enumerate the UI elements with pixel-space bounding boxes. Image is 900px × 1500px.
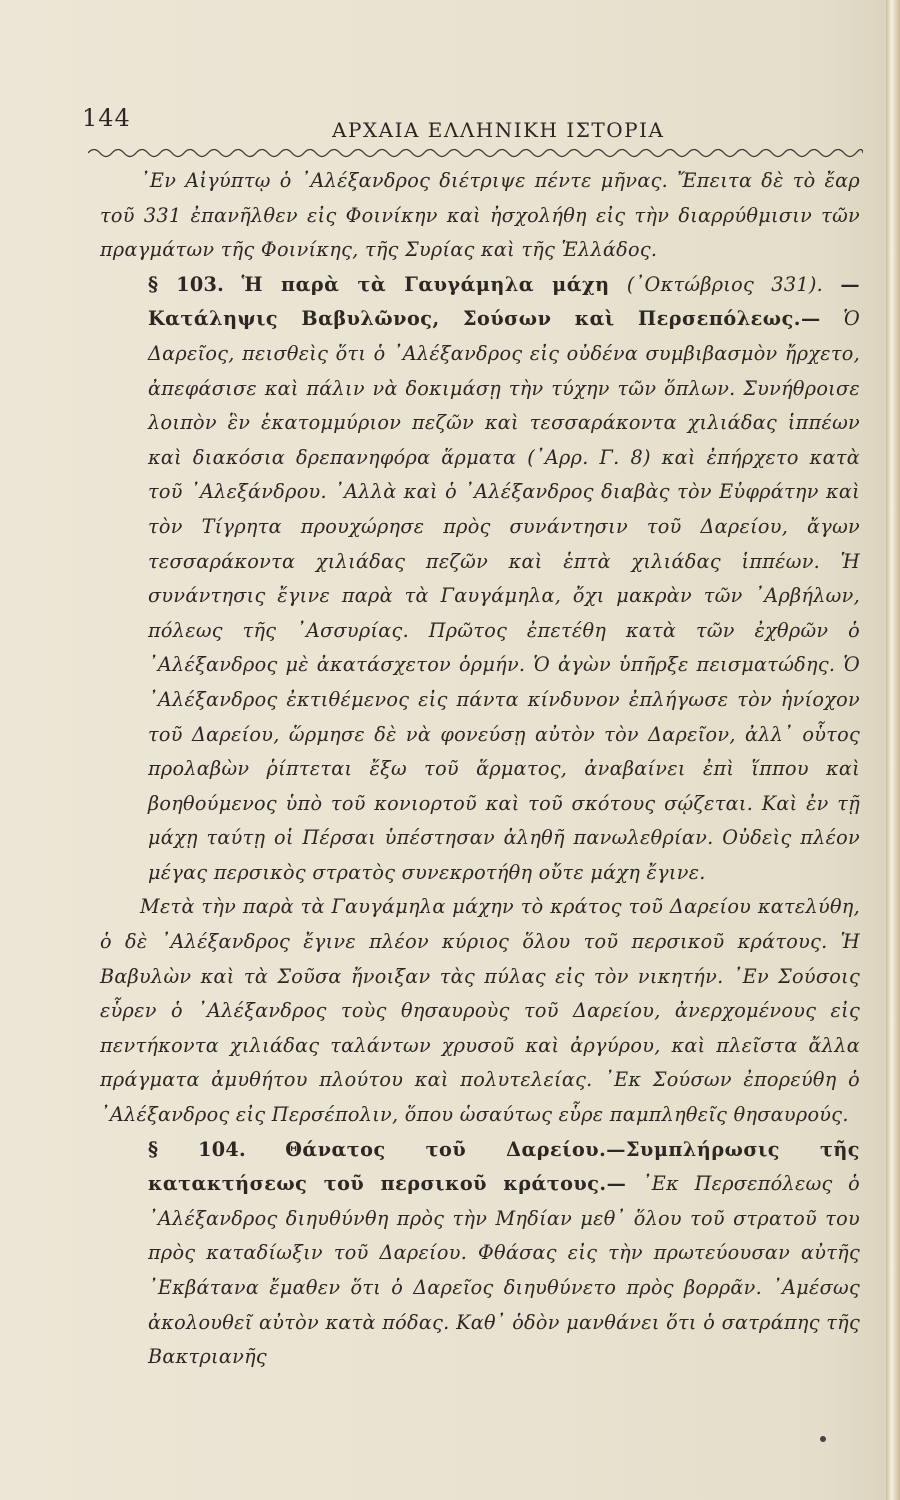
section-104-heading: Θάνατος τοῦ Δαρείου.—Συμπλήρωσις τῆς κατακτήσεως τοῦ περσικοῦ κράτους.— (148, 1137, 860, 1196)
section-103-text: Ὁ Δαρεῖος, πεισθεὶς ὅτι ὁ ᾿Αλέξανδρος εἰς οὐδένα συμβιβασμὸν ἤρχετο, ἀπεφάσισε καὶ πάλιν νὰ δοκιμάσῃ τὴν τύχην τῶν ὅπλων. Συνήθροισε λοιπὸν ἓν ἑκατομμύριον πεζῶν καὶ τεσσαράκοντα χιλιάδας ἱππέων καὶ διακόσια δρεπανηφόρα ἅρματα (᾿Αρρ. Γ. 8) καὶ ἐπήρχετο κατὰ τοῦ ᾿Αλεξάνδρου. ᾿Αλλὰ καὶ ὁ ᾿Αλέξανδρος διαβὰς τὸν Εὐφράτην καὶ τὸν Τίγρητα προυχώρησε πρὸς συνάντησιν τοῦ Δαρείου, ἄγων τεσσαράκοντα χιλιάδας πεζῶν καὶ ἑπτὰ χιλιάδας ἱππέων. Ἡ συνάντησις ἔγινε παρὰ τὰ Γαυγάμηλα, ὄχι μακρὰν τῶν ᾿Αρβήλων, πόλεως τῆς ᾿Ασσυρίας. Πρῶτος ἐπετέθη κατὰ τῶν ἐχθρῶν ὁ ᾿Αλέξανδρος μὲ ἀκατάσχετον ὁρμήν. Ὁ ἀγὼν ὑπῆρξε πεισματώδης. Ὁ ᾿Αλέξανδρος ἐκτιθέμενος εἰς πάντα κίνδυνον ἐπλήγωσε τὸν ἡνίοχον τοῦ Δαρείου, ὥρμησε δὲ νὰ φονεύσῃ αὐτὸν τὸν Δαρεῖον, ἀλλ᾿ οὗτος προλαβὼν ῥίπτεται ἔξω τοῦ ἅρματος, ἀναβαίνει ἐπὶ ἵππου καὶ βοηθούμενος ὑπὸ τοῦ κονιορτοῦ καὶ τοῦ σκότους σῴζεται. Καὶ ἐν τῇ μάχῃ ταύτῃ οἱ Πέρσαι ὑπέστησαν ἀληθῆ πανωλεθρίαν. Οὐδεὶς πλέον μέγας περσικὸς στρατὸς συνεκροτήθη οὔτε μάχη ἔγινε. (148, 307, 860, 884)
section-103-subheading: —Κατάληψις Βαβυλῶνος, Σούσων καὶ Περσεπόλεως.— (148, 272, 861, 331)
body-text (100, 164, 860, 1375)
section-103-heading: Ἡ παρὰ τὰ Γαυγάμηλα μάχη (241, 272, 610, 296)
section-104-number: § 104. (148, 1137, 247, 1161)
wavy-rule-ornament (88, 144, 863, 162)
ink-dot (820, 1436, 826, 1442)
section-103 (100, 268, 860, 891)
page-header (82, 104, 872, 144)
paragraph-after-gaugamela: Μετὰ τὴν παρὰ τὰ Γαυγάμηλα μάχην τὸ κράτος τοῦ Δαρείου κατελύθη, ὁ δὲ ᾿Αλέξανδρος ἔγινε πλέον κύριος ὅλου τοῦ περσικοῦ κράτους. Ἡ Βαβυλὼν καὶ τὰ Σοῦσα ἤνοιξαν τὰς πύλας εἰς τὸν νικητήν. ᾿Εν Σούσοις εὗρεν ὁ ᾿Αλέξανδρος τοὺς θησαυροὺς τοῦ Δαρείου, ἀνερχομένους εἰς πεντήκοντα χιλιάδας ταλάντων χρυσοῦ καὶ ἀργύρου, καὶ πλεῖστα ἄλλα πράγματα ἀμυθήτου πλούτου καὶ πολυτελείας. ᾿Εκ Σούσων ἐπορεύθη ὁ ᾿Αλέξανδρος εἰς Περσέπολιν, ὅπου ὡσαύτως εὗρε παμπληθεῖς θησαυρούς. (100, 895, 860, 1127)
paragraph-egypt: ᾿Εν Αἰγύπτῳ ὁ ᾿Αλέξανδρος διέτριψε πέντε μῆνας. Ἔπειτα δὲ τὸ ἔαρ τοῦ 331 ἐπανῆλθεν εἰς Φοινίκην καὶ ἠσχολήθη εἰς τὴν διαρρύθμισιν τῶν πραγμάτων τῆς Φοινίκης, τῆς Συρίας καὶ τῆς Ἑλλάδος. (100, 169, 860, 262)
page-number: 144 (82, 104, 131, 132)
section-104 (100, 1133, 860, 1375)
section-103-number: § 103. (148, 272, 225, 296)
section-104-text: ᾿Εκ Περσεπόλεως ὁ ᾿Αλέξανδρος διηυθύνθη πρὸς τὴν Μηδίαν μεθ᾿ ὅλου τοῦ στρατοῦ του πρὸς καταδίωξιν τοῦ Δαρείου. Φθάσας εἰς τὴν πρωτεύουσαν αὐτῆς ᾿Εκβάτανα ἔμαθεν ὅτι ὁ Δαρεῖος διηυθύνετο πρὸς βορρᾶν. ᾿Αμέσως ἀκολουθεῖ αὐτὸν κατὰ πόδας. Καθ᾿ ὁδὸν μανθάνει ὅτι ὁ σατράπης τῆς Βακτριανῆς (148, 1172, 861, 1369)
section-103-date: (᾿Οκτώβριος 331). (626, 272, 824, 296)
page-edge (886, 0, 900, 1500)
running-title: ΑΡΧΑΙΑ ΕΛΛΗΝΙΚΗ ΙΣΤΟΡΙΑ (332, 118, 665, 142)
